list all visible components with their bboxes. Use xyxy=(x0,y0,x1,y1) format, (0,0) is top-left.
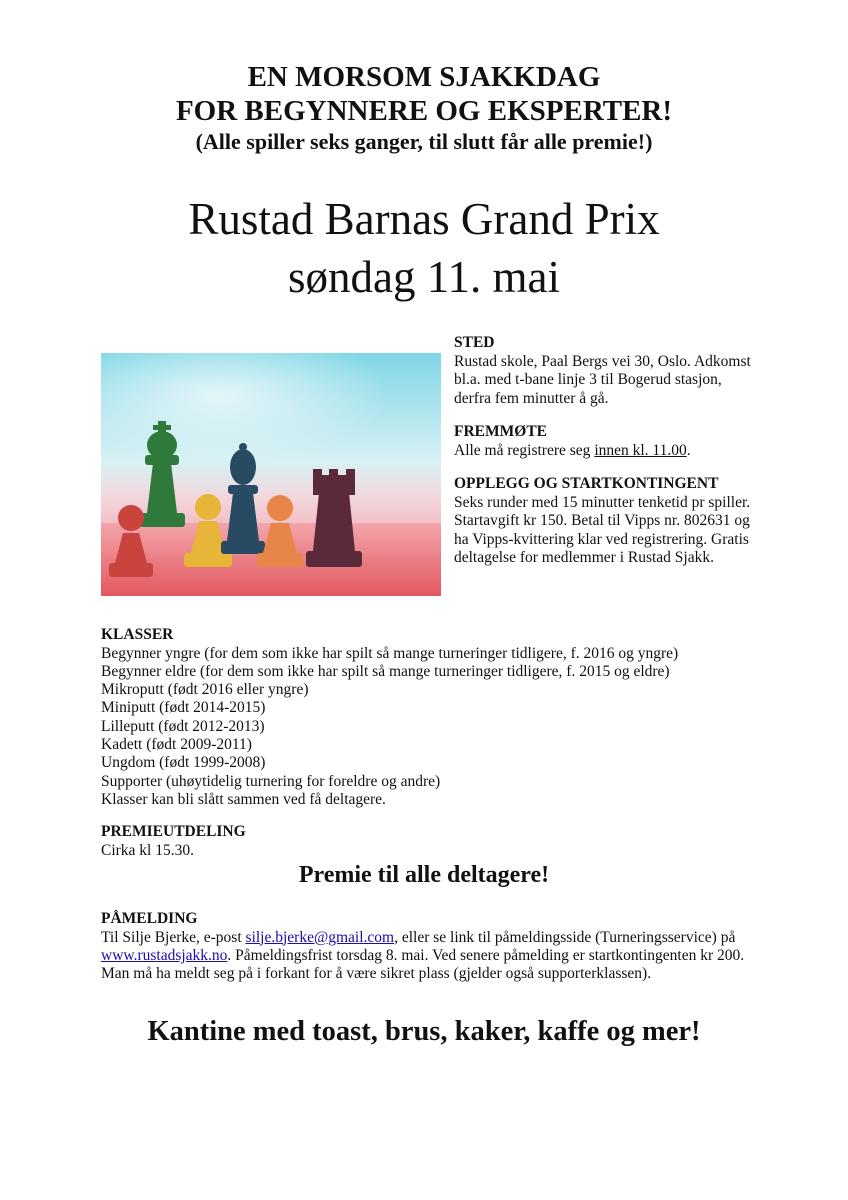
fremmote-heading: FREMMØTE xyxy=(454,423,547,440)
headline xyxy=(0,60,848,156)
opplegg-heading: OPPLEGG OG STARTKONTINGENT xyxy=(454,475,719,492)
event-date: søndag 11. mai xyxy=(287,252,561,302)
pamelding-text-1: Til Silje Bjerke, e-post xyxy=(101,928,246,946)
pamelding-text-3: . Påmeldingsfrist torsdag 8. mai. Ved senere påmelding er startkontingenten kr 200. Man må ha meldt seg på i forkant for å være sikret plass (gjelder også supporterklassen). xyxy=(101,946,745,983)
pamelding-heading: PÅMELDING xyxy=(101,910,198,927)
klasse-item: Mikroputt (født 2016 eller yngre) xyxy=(101,681,309,699)
pamelding-text xyxy=(101,929,751,984)
klasse-item: Begynner yngre (for dem som ikke har spilt så mange turneringer tidligere, f. 2016 og yngre) xyxy=(101,644,679,662)
klasser-heading: KLASSER xyxy=(101,626,174,643)
premieutdeling-heading: PREMIEUTDELING xyxy=(101,823,246,840)
premieutdeling-section xyxy=(101,823,761,860)
fremmote-text-before: Alle må registrere seg xyxy=(454,441,595,459)
klasse-item: Begynner eldre (for dem som ikke har spilt så mange turneringer tidligere, f. 2015 og eldre) xyxy=(101,662,670,680)
chess-pieces-photo xyxy=(101,353,441,596)
pamelding-section xyxy=(101,910,751,983)
premieutdeling-text: Cirka kl 15.30. xyxy=(101,841,194,859)
kantine-callout: Kantine med toast, brus, kaker, kaffe og mer! xyxy=(147,1016,701,1047)
opplegg-text: Seks runder med 15 minutter tenketid pr spiller. Startavgift kr 150. Betal til Vipps nr. 802631 og ha Vipps-kvittering klar ved registrering. Gratis deltagelse for medlemmer i Rustad Sjakk. xyxy=(454,493,751,566)
headline-line-3: (Alle spiller seks ganger, til slutt får alle premie!) xyxy=(195,129,653,154)
klasse-item: Miniputt (født 2014-2015) xyxy=(101,699,266,717)
sted-text: Rustad skole, Paal Bergs vei 30, Oslo. Adkomst bl.a. med t-bane linje 3 til Bogerud stasjon, derfra fem minutter å gå. xyxy=(454,352,751,407)
pamelding-text-2: , eller se link til påmeldingsside (Turneringsservice) på xyxy=(394,928,736,946)
klasse-item: Lilleputt (født 2012-2013) xyxy=(101,717,265,735)
klasse-item: Klasser kan bli slått sammen ved få deltagere. xyxy=(101,790,386,808)
event-title-block xyxy=(0,190,848,306)
klasse-item: Kadett (født 2009-2011) xyxy=(101,735,252,753)
fremmote-text-after: . xyxy=(686,441,691,459)
email-link[interactable]: silje.bjerke@gmail.com xyxy=(245,928,395,946)
klasse-item: Ungdom (født 1999-2008) xyxy=(101,754,266,772)
event-title: Rustad Barnas Grand Prix xyxy=(188,194,660,244)
klasser-section xyxy=(101,626,761,809)
fremmote-text xyxy=(454,442,754,461)
premie-callout: Premie til alle deltagere! xyxy=(298,862,550,888)
headline-line-1: EN MORSOM SJAKKDAG xyxy=(247,61,601,93)
event-info xyxy=(454,334,754,583)
sted-heading: STED xyxy=(454,334,495,351)
fremmote-deadline: innen kl. 11.00 xyxy=(594,441,687,459)
headline-line-2: FOR BEGYNNERE OG EKSPERTER! xyxy=(175,95,673,127)
website-link[interactable]: www.rustadsjakk.no xyxy=(101,946,228,964)
klasse-item: Supporter (uhøytidelig turnering for foreldre og andre) xyxy=(101,772,441,790)
